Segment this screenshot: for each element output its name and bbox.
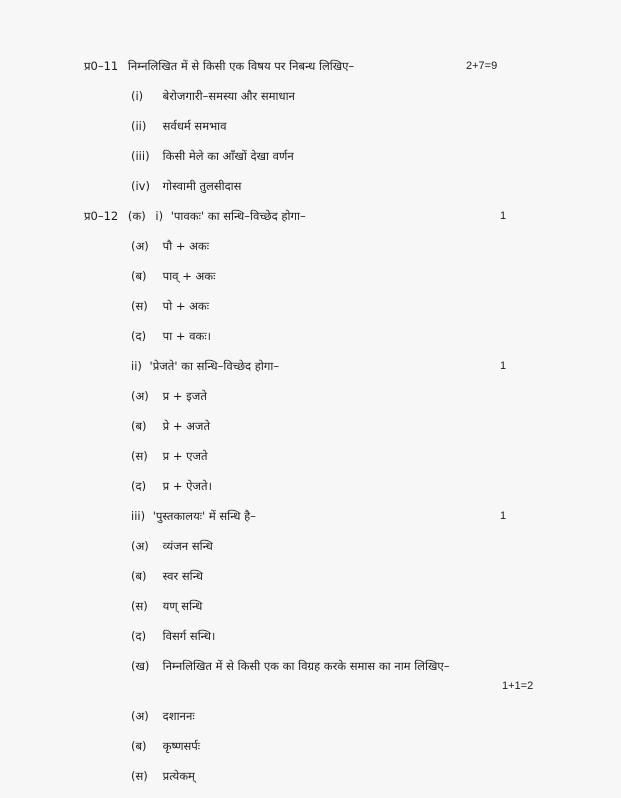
option-label: (iii) <box>131 149 150 163</box>
option-text: गोस्वामी तुलसीदास <box>162 179 242 193</box>
q12-sub3-option <box>131 568 203 584</box>
option-label: (स) <box>131 299 148 313</box>
option-label: (अ) <box>131 539 149 553</box>
option-label: (अ) <box>131 389 149 403</box>
q12-sub1-text: 'पावकः' का सन्धि–विच्छेद होगा– <box>170 209 306 223</box>
q12-sub3-text: 'पुस्तकालयः' में सन्धि है– <box>152 509 256 523</box>
q12-sub1-option <box>131 268 215 284</box>
option-text: किसी मेले का आँखों देखा वर्णन <box>162 149 294 163</box>
q12-sub1-option <box>131 328 211 344</box>
option-label: (द) <box>131 629 147 643</box>
q12-part-kha-marks: 1+1=2 <box>502 680 534 692</box>
q11-option <box>131 118 227 134</box>
option-label: (स) <box>131 449 148 463</box>
option-text: कृष्णसर्पः <box>162 739 201 753</box>
q11-number: प्र0–11 <box>84 59 119 73</box>
q12-sub2-label: ii) <box>131 359 142 373</box>
q12-sub3-label: iii) <box>131 509 146 523</box>
option-label: (द) <box>131 479 147 493</box>
option-text: दशाननः <box>162 709 195 723</box>
q12-sub2-text: 'प्रेजते' का सन्धि–विच्छेद होगा– <box>149 359 280 373</box>
q12-part-kha-label: (ख) <box>131 659 150 673</box>
option-label: (अ) <box>131 239 149 253</box>
q12-number: प्र0–12 <box>84 209 119 223</box>
option-text: पौ + अकः <box>162 239 210 253</box>
q12-part-kha-option <box>131 738 200 754</box>
option-label: (ब) <box>131 569 147 583</box>
option-text: प्रे + अजते <box>162 419 211 433</box>
q12-sub3-option <box>131 598 202 614</box>
option-label: (अ) <box>131 709 149 723</box>
option-text: प्र + एजते <box>162 449 208 463</box>
option-text: सर्वधर्म समभाव <box>162 119 227 133</box>
option-text: पा + वकः। <box>162 329 212 343</box>
option-label: (ब) <box>131 419 147 433</box>
option-label: (स) <box>131 769 148 783</box>
option-label: (i) <box>131 89 144 103</box>
q12-heading <box>84 208 306 224</box>
q12-part-ka: (क) <box>127 209 146 223</box>
option-text: व्यंजन सन्धि <box>162 539 213 553</box>
q12-sub1-option <box>131 298 209 314</box>
option-text: स्वर सन्धि <box>162 569 203 583</box>
q11-heading <box>84 58 354 74</box>
q12-sub2-heading <box>131 358 279 374</box>
option-label: (स) <box>131 599 148 613</box>
option-label: (ब) <box>131 269 147 283</box>
q12-sub1-label: i) <box>155 209 164 223</box>
option-text: यण् सन्धि <box>162 599 203 613</box>
option-text: पाव् + अकः <box>162 269 216 283</box>
q12-sub3-option <box>131 628 215 644</box>
q11-option <box>131 148 294 164</box>
q12-sub2-option <box>131 478 212 494</box>
q12-sub3-heading <box>131 508 256 524</box>
option-label: (iv) <box>131 179 150 193</box>
q12-sub3-marks: 1 <box>500 510 507 522</box>
q12-sub2-option <box>131 388 207 404</box>
q11-option <box>131 178 241 194</box>
option-text: पो + अकः <box>162 299 210 313</box>
q12-part-kha-text: निम्नलिखित में से किसी एक का विग्रह करके समास का नाम लिखिए– <box>162 659 450 673</box>
option-text: प्रत्येकम् <box>162 769 195 783</box>
q12-sub1-marks: 1 <box>500 210 507 222</box>
option-text: प्र + ऐजते। <box>162 479 212 493</box>
q12-sub2-option <box>131 418 210 434</box>
q12-sub3-option <box>131 538 213 554</box>
option-label: (ब) <box>131 739 147 753</box>
q11-option <box>131 88 295 104</box>
q11-marks: 2+7=9 <box>466 60 498 72</box>
option-text: प्र + इजते <box>162 389 207 403</box>
option-label: (द) <box>131 329 147 343</box>
q12-sub2-option <box>131 448 208 464</box>
q12-part-kha-option <box>131 768 195 784</box>
q12-part-kha-option <box>131 708 195 724</box>
q12-part-kha-heading <box>131 658 449 674</box>
q12-sub1-option <box>131 238 209 254</box>
q11-text: निम्नलिखित में से किसी एक विषय पर निबन्ध लिखिए– <box>127 59 355 73</box>
option-text: विसर्ग सन्धि। <box>162 629 216 643</box>
q12-sub2-marks: 1 <box>500 360 507 372</box>
option-text: बेरोजगारी–समस्या और समाधान <box>162 89 295 103</box>
option-label: (ii) <box>131 119 147 133</box>
